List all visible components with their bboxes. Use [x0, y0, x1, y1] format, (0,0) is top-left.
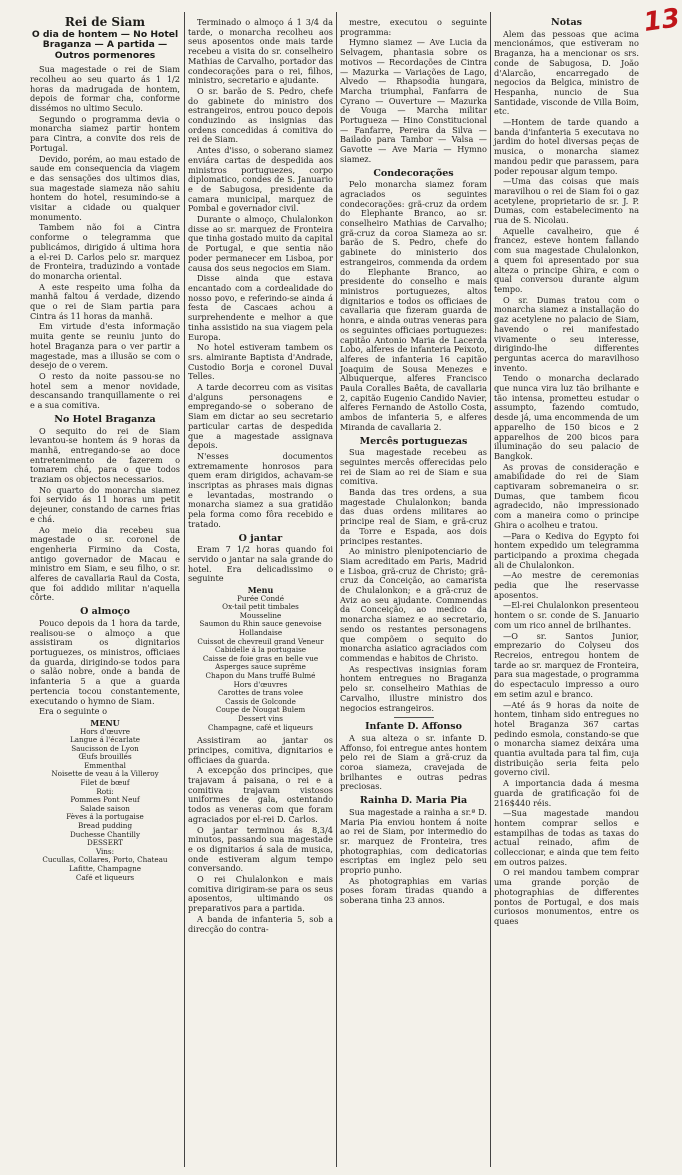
article-body: [30, 619, 180, 717]
menu-item: Bread pudding: [77, 821, 133, 831]
paragraph: Eram 7 1/2 horas quando foi servido o jantar na sala grande do hotel. Era delicadissimo o seguinte: [188, 544, 333, 584]
column-3: [340, 18, 487, 1168]
paragraph: O jantar terminou ás 8,3/4 minutos, passando sua magestade e os dignitarios á sala de musica, onde estiveram algum tempo conversando.: [188, 824, 333, 874]
section-heading: Infante D. Affonso: [365, 721, 462, 733]
article-body: [340, 808, 487, 906]
paragraph: O sr. barão de S. Pedro, chefe do gabinete do ministro dos estrangeiros, entrou pouco depois conduzindo as insignias das ordens concedidas á comitiva do rei de Siam.: [188, 85, 333, 145]
paragraph: A tarde decorreu com as visitas d'alguns personagens e empregando-se o soberano de Siam em dictar ao seu secretario particular cartas de despedida que a magestade assignava depois.: [188, 382, 333, 451]
paragraph: No quarto do monarcha siamez foi servido ás 11 horas um petit dejeuner, constando de carnes frias e chá.: [30, 484, 180, 524]
paragraph: O resto da noite passou-se no hotel sem a menor novidade, descansando tranquillamente o rei e a sua comitiva.: [30, 371, 180, 411]
paragraph: —O sr. Santos Junior, emprezario do Colyseu dos Recreios, entregou hontem de tarde ao sr. marquez de Fronteira, para sua magestade, o programma do espectaculo impresso a ouro em setim azul e branco.: [494, 630, 639, 699]
article-body: [30, 427, 180, 604]
menu-item: Cucullas, Collares, Porto, Chateau Lafitte, Champagne: [42, 855, 168, 873]
paragraph: As respectivas insignias foram hontem entregues no Braganza pelo sr. conselheiro Mathias de Carvalho, illustre ministro dos negocios estrangeiros.: [340, 663, 487, 713]
article-body: [340, 180, 487, 432]
menu-title: MENU: [90, 717, 120, 728]
paragraph: O rei mandou tambem comprar uma grande porção de photographias de differentes pontos de Portugal, e dos mais curiosos monumentos, entre os quaes: [494, 867, 639, 926]
paragraph: —Para o Kediva do Egypto foi hontem expedido um telegramma participando a proxima chegada ali de Chulalonkon.: [494, 530, 639, 570]
article-body: [30, 65, 180, 411]
paragraph: —Uma das coisas que mais maravilhou o rei de Siam foi o gaz acetylene, proprietario de sr. J. P. Dumas, com estabelecimento na rua de S. Nicolau.: [494, 176, 639, 226]
paragraph: —Sua magestade mandou hontem comprar sellos e estampilhas de todas as taxas do actual reinado, afim de colleccionar, e ainda que tem feito em outros paizes.: [494, 808, 639, 867]
menu-item: Hors d'œuvre: [79, 726, 131, 736]
menu-item: Purée Condé: [236, 593, 284, 603]
paragraph: Pouco depois da 1 hora da tarde, realisou-se o almoço a que assistiram os dignitarios portuguezes, os ministros, officiaes da guarda, dirigindo-se todos para o salão nobre, onde a banda de infanteria 5 a que a guarda pertencia tocou constantemente, executando o hymno de Siam.: [30, 617, 180, 706]
paragraph: Devido, porém, ao mau estado de saude em consequencia da viagem e das sensações dos ultimos dias, sua magestade siameza não sahiu hontem do hotel, resumindo-se a visitar a cidade ou qualquer monumento.: [30, 153, 180, 222]
menu-item: Carottes de trans volee: [217, 688, 304, 698]
column-4: [494, 18, 639, 1168]
menu-item: Filet de bœuf: [80, 778, 130, 788]
separator: [394, 717, 434, 718]
menu-item: Roti:: [96, 786, 114, 796]
paragraph: As photographias em varias poses foram tiradas quando a soberana tinha 23 annos.: [340, 875, 487, 906]
paragraph: N'esses documentos extremamente honrosos para quem eram dirigidos, achavam-se inscriptas as phrases mais dignas e levantadas, mostrando o monarcha siamez a sua gratidão pela forma como fôra recebido e tratado.: [188, 450, 333, 529]
section-heading: O jantar: [238, 532, 283, 544]
paragraph: Em virtude d'esta informação muita gente se reuniu junto do hotel Braganza para o ver partir a magestade, mas a illusão se com o desejo de o verem.: [30, 321, 180, 371]
paragraph: Pelo monarcha siamez foram agraciados os seguintes condecorações: grã-cruz da ordem do Elephante Branco, ao sr. conselheiro Mathias de Carvalho; grã-cruz da coroa Siameza ao sr. barão de S. Pedro, chefe do gabinete do ministerio dos estrangeiros, commenda da ordem do Elephante Branco, ao presidente do conselho e mais ministros portuguezes, altos dignitarios e todos os officiaes de cavallaria que fizeram guarda de honra, e ainda outras veneras para os seguintes officiaes portuguezes: capitão Antonio Maria de Lacerda Lobo, alferes de infanteria Peixoto, alferes de infanteria 16 capitão Joaquim de Sousa Menezes e Albuquerque, alferes Francisco Paula Coralles Baêta, de cavallaria 2, capitão Eugenio Candido Navier, alferes Fernando de Astollo Costa, ambos de infanteria 5, e alferes Miranda de cavallaria 2.: [340, 179, 488, 432]
menu-item: Mousseline: [239, 610, 282, 620]
menu-item: Coupe de Nougat Bulem: [215, 705, 306, 715]
paragraph: As provas de consideração e amabilidade do rei de Siam captivaram sobremaneira o sr. Dumas, que tambem ficou agradecido, não impressionado com a maneira como o principe Ghira o acolheu e tratou.: [494, 461, 639, 530]
section-heading: Condecorações: [373, 167, 454, 179]
paragraph: Aquelle cavalheiro, que é francez, esteve hontem fallando com sua magestade Chulalonkon, a quem foi apresentado por sua alteza o principe Ghira, e com o qual conversou durante algum tempo.: [494, 225, 639, 294]
section-heading: Rainha D. Maria Pia: [359, 795, 468, 807]
menu-item: Asperges sauce suprême: [215, 662, 306, 672]
menu-item: Œufs brouillés: [78, 752, 132, 762]
menu-title: Menu: [247, 585, 274, 596]
section-heading: O almoço: [80, 606, 130, 618]
paragraph: Alem das pessoas que acima mencionámos, que estiveram no Braganza, ha a mencionar os srs. conde de Sabugosa, D. João d'Alarcão, encarregado de negocios da Belgica, ministro de Hespanha, nuncio de Sua Santidade, visconde de Villa Boim, etc.: [494, 28, 639, 117]
article-body: [340, 734, 487, 792]
paragraph: A excepção dos principes, que trajavam á paisana, o rei e a comitiva trajavam vistosos uniformes de gala, ostentando todos as veneras com que foram agraciados por el-rei D. Carlos.: [188, 765, 333, 824]
paragraph: No hotel estiveram tambem os srs. almirante Baptista d'Andrade, Custodio Borja e coronel Duval Telles.: [188, 342, 333, 382]
paragraph: Sua magestade o rei de Siam recolheu ao seu quarto ás 1 1/2 horas da madrugada de hontem, depois de formar cha, conforme dissémos no ultimo Seculo.: [30, 64, 180, 114]
paragraph: A banda de infanteria 5, sob a direcção do contra-: [188, 913, 333, 934]
menu-item: Pommes Pont Neuf: [70, 795, 140, 805]
column-rule: [490, 12, 491, 1167]
section-heading: Notas: [551, 17, 582, 28]
article-title: Rei de Siam: [64, 15, 146, 29]
column-rule: [184, 12, 185, 1167]
article-body: [188, 545, 333, 584]
paragraph: Hymno siamez — Ave Lucia da Selvagem, phantasia sobre os motivos — Recordações de Cintra — Mazurka — Variações de Lago, Alvedo — Rhapsodia hungara, Marcha triumphal, Fanfarra de Cyrano — Ouverture — Mazurka de Vouga — Marcha militar Portugueza — Hino Constitucional — Fanfarre, Pereira da Silva — Bailado para Tambor — Valsa — Gavotte — Ave Maria — Hymno siamez.: [340, 37, 487, 164]
lunch-menu: [30, 719, 180, 882]
menu-item: Cassis de Golconde: [225, 696, 296, 706]
paragraph: Antes d'isso, o soberano siamez enviára cartas de despedida aos ministros portuguezes, corpo diplomatico, condes de S. Januario e de Sabugosa, presidente da camara municipal, marquez de Pombal e governador civil.: [188, 145, 333, 214]
section-heading: No Hotel Braganza: [54, 413, 156, 425]
column-1: [30, 15, 180, 1168]
menu-item: Emmenthal: [84, 760, 126, 770]
menu-item: DESSERT: [86, 838, 124, 848]
paragraph: —Ao mestre de ceremonias pedia que lhe reservasse aposentos.: [494, 570, 639, 600]
menu-item: Salade saison: [80, 803, 130, 813]
paragraph: Sua magestade recebeu as seguintes mercês offerecidas pelo rei de Siam ao rei de Siam e sua comitiva.: [340, 447, 487, 487]
page-number-annotation: 13: [641, 3, 682, 38]
menu-item: Fèves á la portugaise: [66, 812, 144, 822]
paragraph: Era o seguinte o: [39, 706, 108, 717]
paragraph: Sua magestade a rainha a sr.ª D. Maria Pia enviou hontem á noite ao rei de Siam, por intermedio do sr. marquez de Fronteira, tres photographias, com dedicatorias escriptas em inglez pelo seu proprio punho.: [340, 806, 487, 876]
paragraph: Ao ministro plenipotenciario de Siam acreditado em Paris, Madrid e Lisboa, grã-cruz de Christo; grã-cruz da Conceição, ao camarista de Chulalonkon; e a grã-cruz de Aviz ao seu ajudante. Commendas da Conceição, ao medico da monarcha siamez e ao secretario, sendo os restantes personagens que compõem o sequito do monarcha asiatico agraciados com commendas e habitos de Christo.: [340, 546, 487, 663]
menu-item: Saumon du Rhin sauce genevoise Hollandaise: [199, 619, 322, 638]
menu-item: Café et liqueurs: [75, 872, 135, 882]
paragraph: Segundo o programma devia o monarcha siamez partir hontem para Cintra, a convite dos reis de Portugal.: [30, 113, 180, 153]
article-subtitle: O dia de hontem — No Hotel Braganza — A partida — Outros pormenores: [31, 28, 179, 61]
menu-item: Vins:: [95, 846, 115, 856]
menu-item: Ox-tail petit timbales: [222, 602, 299, 612]
menu-item: Hors d'œuvres: [233, 679, 288, 689]
paragraph: A este respeito uma folha da manhã faltou á verdade, dizendo que o rei de Siam partia para Cintra ás 11 horas da manhã.: [30, 281, 180, 321]
paragraph: Assistiram ao jantar os principes, comitiva, dignitarios e officiaes da guarda.: [188, 735, 333, 765]
paragraph: Banda das tres ordens, a sua magestade Chulalonkon; banda das duas ordens militares ao principe real de Siam, e grã-cruz da Torre e Espada, aos dois principes restantes.: [340, 487, 487, 546]
paragraph: A sua alteza o sr. infante D. Affonso, foi entregue antes hontem pelo rei de Siam a grã-cruz da coroa siameza, cravejada de brilhantes e outras pedras preciosas.: [340, 732, 487, 792]
paragraph: Tendo o monarcha declarado que nunca vira luz tão brilhante e tão intensa, prometteu estudar o assumpto, fazendo comtudo, desde já, uma encommenda de um apparelho de 150 bicos e 2 apparelhos de 200 bicos para illuminação do seu palacio de Bangkok.: [494, 373, 639, 461]
menu-item: Noisette de veau á la Villeroy: [51, 769, 159, 779]
paragraph: —Hontem de tarde quando a banda d'infanteria 5 executava no jardim do hotel diversas peças de musica, o monarcha siamez mandou pedir que parassem, para poder repousar algum tempo.: [494, 117, 639, 176]
article-body: [188, 736, 333, 934]
paragraph: mestre, executou o seguinte programma:: [340, 17, 487, 37]
menu-item: Cabidelle á la portugaise: [214, 645, 307, 655]
paragraph: Disse ainda que estava encantado com a cordealidade do nosso povo, e referindo-se ainda á festa de Cascaes achou a surprehendente e melhor a que tinha assistido na sua viagem pela Europa.: [188, 273, 333, 342]
paragraph: Tambem não foi a Cintra conforme o telegramma que publicámos, dirigido á ultima hora a el-rei D. Carlos pelo sr. marquez de Fronteira, traduzindo a vontade do monarcha oriental.: [30, 222, 180, 281]
article-body: [188, 18, 333, 530]
paragraph: Terminado o almoço á 1 3/4 da tarde, o monarcha recolheu aos seus aposentos onde mais tarde recebeu a visita do sr. conselheiro Mathias de Carvalho, portador das condecorações para o rei, filhos, ministro, secretario e ajudante.: [188, 17, 333, 86]
paragraph: O rei Chulalonkon e mais comitiva dirigiram-se para os seus aposentos, ultimando os preparativos para a partida.: [188, 874, 333, 914]
paragraph: O sequito do rei de Siam levantou-se hontem ás 9 horas da manhã, entregando-se ao doce entretenimento de fazerem o tomarem chá, para o que todos traziam os objectos necessarios.: [30, 425, 180, 485]
article-body: [494, 30, 639, 927]
paragraph: —El-rei Chulalonkon presenteou hontem o sr. conde de S. Januario com um rico annel de brilhantes.: [494, 600, 639, 630]
menu-item: Saucisson de Lyon: [71, 743, 139, 753]
column-2: [188, 18, 333, 1168]
column-rule: [336, 12, 337, 1167]
article-body: [340, 18, 487, 165]
paragraph: Ao meio dia recebeu sua magestade o sr. coronel de engenheria Firmino da Costa, antigo governador de Macau e ministro em Siam, e seu filho, o sr. alferes de cavallaria Raul da Costa, que foi addido militar n'aquella côrte.: [30, 524, 180, 603]
section-heading: Mercês portuguezas: [359, 435, 468, 447]
paragraph: —Até ás 9 horas da noite de hontem, tinham sido entregues no hotel Braganza 367 cartas pedindo esmola, constando-se que o monarcha siamez deixára uma quantia avultada para tal fim, cuja distribuição seria feita pelo governo civil.: [494, 699, 639, 778]
menu-item: Langue á l'écarlate: [69, 735, 141, 745]
menu-item: Cuissot de chevreuil grand Veneur: [197, 636, 324, 646]
menu-item: Chapon du Mans truffé Bulmé: [205, 671, 316, 681]
dinner-menu: [188, 586, 333, 732]
paragraph: A importancia dada á mesma guarda de gratificação foi de 216$440 réis.: [494, 778, 639, 808]
menu-item: Duchesse Chantilly: [69, 829, 141, 839]
paragraph: O sr. Dumas tratou com o monarcha siamez a installação do gaz acetylene no palacio de Siam, havendo o rei manifestado vivamente o seu interesse, dirigindo-lhe differentes perguntas acerca do maravilhoso invento.: [494, 294, 639, 373]
paragraph: Durante o almoço, Chulalonkon disse ao sr. marquez de Fronteira que tinha gostado muito da capital de Portugal, e que sentia não poder permanecer em Lisboa, por causa dos seus negocios em Siam.: [188, 214, 333, 273]
menu-item: Caisse de foie gras en belle vue: [202, 653, 319, 663]
article-body: [340, 448, 487, 713]
menu-item: Dessert vins: [238, 713, 283, 723]
menu-item: Champagne, café et liqueurs: [208, 722, 313, 732]
